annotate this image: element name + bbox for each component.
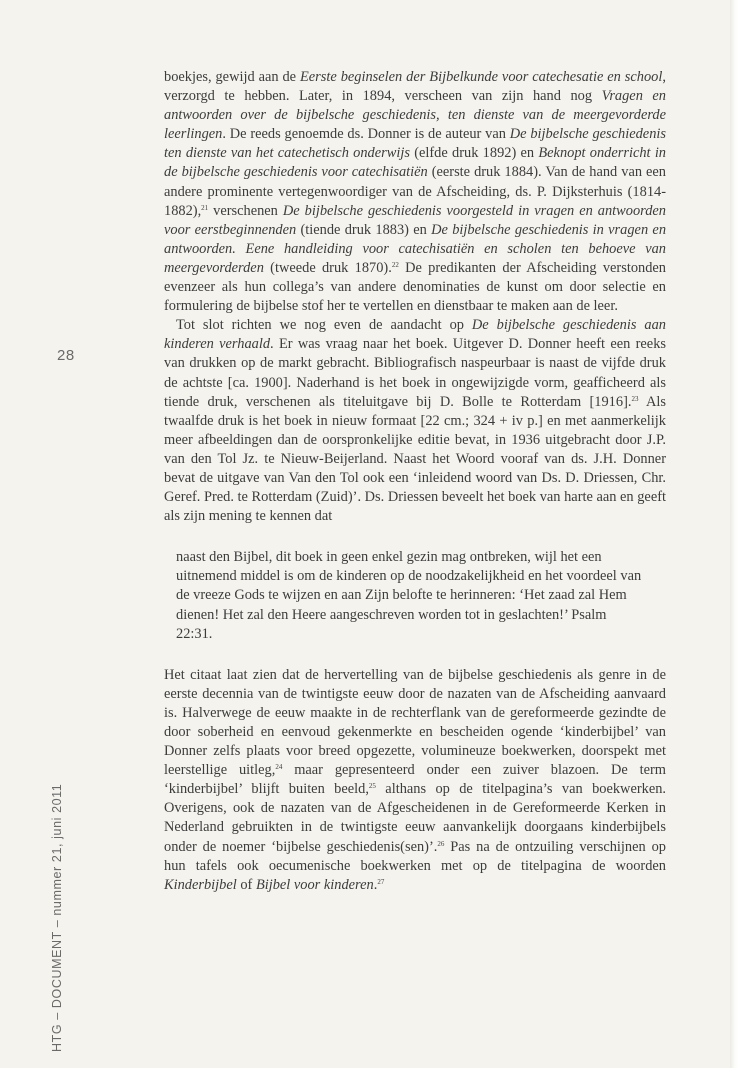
book-title: De bijbelsche geschiedenis voorgesteld in vragen en antwoorden voor eerstbeginnenden xyxy=(164,202,666,238)
book-title: Bijbel voor kinderen xyxy=(255,876,374,893)
book-title: Vragen en antwoorden over de bijbelsche geschiedenis, ten dienste van de meergevorderde leerlingen xyxy=(164,88,666,143)
book-title: Eerste beginselen der Bijbelkunde voor catechesatie en school xyxy=(300,69,663,85)
book-title: De bijbelsche geschiedenis aan kinderen verhaald xyxy=(164,317,666,353)
footnote-ref: 25 xyxy=(368,782,376,791)
body-text xyxy=(164,68,666,895)
book-title: Beknopt onderricht in de bijbelsche geschiedenis voor catechisatiën xyxy=(164,145,667,181)
page-edge-shadow xyxy=(730,0,738,1068)
footnote-ref: 22 xyxy=(391,260,399,269)
block-quote: naast den Bijbel, dit boek in geen enkel gezin mag ontbreken, wijl het een uitnemend middel is om de kinderen op de noodzakelijkheid en het voordeel van de vreeze Gods te wijzen en aan Zijn belofte te herinneren: ‘Het zaad zal Hem dienen! Het zal den Heere aangeschreven worden tot in geslachten!’ Psalm 22:31. xyxy=(176,549,642,642)
footnote-ref: 21 xyxy=(201,203,209,212)
footnote-ref: 23 xyxy=(631,394,639,403)
book-title: De bijbelsche geschiedenis in vragen en antwoorden. Eene handleiding voor catechisatiën en scholen ten behoeve van meergevorderden xyxy=(164,221,667,276)
book-title: Kinderbijbel xyxy=(164,876,237,893)
paragraph-3: Het citaat laat zien dat de hervertelling van de bijbelse geschiedenis als genre in de eerste decennia van de twintigste eeuw door de nazaten van de Afscheiding aanvaard is. Halverwege de eeuw maakte in de rechterflank van de gereformeerde gezindte de door soberheid en eenvoud gekenmerkte en bescheiden ogende ‘kinderbijbel’ van Donner zelfs plaats voor breed opgezette, volumineuze boekwerken, doorspekt met leerstellige uitleg,$^{24}$ maar gepresenteerd onder een zuiver blazoen. De term ‘kinderbijbel’ blijft buiten beeld,$^{25}$ althans op de titelpagina’s van boekwerken. Overigens, ook de nazaten van de Afgescheidenen in de Gereformeerde Kerken in Nederland gebruikten in de twintigste eeuw aanvankelijk doorgaans kinderbijbels onder de noemer ‘bijbelse geschiedenis(sen)’.$^{26}$ Pas na de ontzuiling verschijnen op hun tafels ook oecumenische boekwerken met op de titelpagina de woorden Kinderbijbel of Bijbel voor kinderen.$^{27}$ xyxy=(164,666,666,893)
footnote-ref: 24 xyxy=(275,763,283,772)
paragraph-2: Tot slot richten we nog even de aandacht op De bijbelsche geschiedenis aan kinderen verhaald. Er was vraag naar het boek. Uitgever D. Donner heeft een reeks van drukken op de markt gebracht. Bibliografisch naspeurbaar is naast de vijfde druk de achtste [ca. 1900]. Naderhand is het boek in ongewijzigde vorm, geafficheerd als tiende druk, verschenen als titeluitgave bij D. Bolle te Rotterdam [1916].$^{23}$ Als twaalfde druk is het boek in nieuw formaat [22 cm.; 324 + iv p.] en met aanmerkelijk meer afbeeldingen dan de oorspronkelijke editie bevat, in 1936 uitgebracht door J.P. van den Tol Jz. te Nieuw-Beijerland. Naast het Woord vooraf van ds. J.H. Donner bevat de uitgave van Van den Tol ook een ‘inleidend woord van Ds. D. Driessen, Chr. Geref. Pred. te Rotterdam (Zuid)’. Ds. Driessen beveelt het boek van harte aan en geeft als zijn mening te kennen dat xyxy=(164,317,667,525)
footnote-ref: 27 xyxy=(377,877,385,886)
paragraph-1: boekjes, gewijd aan de Eerste beginselen der Bijbelkunde voor catechesatie en school, verzorgd te hebben. Later, in 1894, verscheen van zijn hand nog Vragen en antwoorden over de bijbelsche geschiedenis, ten dienste van de meergevorderde leerlingen. De reeds genoemde ds. Donner is de auteur van De bijbelsche geschiedenis ten dienste van het catechetisch onderwijs (elfde druk 1892) en Beknopt onderricht in de bijbelsche geschiedenis voor catechisatiën (eerste druk 1884). Van de hand van een andere prominente vertegenwoordiger van de Afscheiding, ds. P. Dijksterhuis (1814-1882),$^{21}$ verschenen De bijbelsche geschiedenis voorgesteld in vragen en antwoorden voor eerstbeginnenden (tiende druk 1883) en De bijbelsche geschiedenis in vragen en antwoorden. Eene handleiding voor catechisatiën en scholen ten behoeve van meergevorderden (tweede druk 1870).$^{22}$ De predikanten der Afscheiding verstonden evenzeer als hun collega’s van andere denominaties de kunst om door selectie en formulering de bijbelse stof her te vertellen en dienstbaar te maken aan de leer. xyxy=(164,69,667,315)
footnote-ref: 26 xyxy=(437,839,445,848)
running-head: HTG – DOCUMENT – nummer 21, juni 2011 xyxy=(50,783,64,1052)
book-title: De bijbelsche geschiedenis ten dienste van het catechetisch onderwijs xyxy=(164,126,666,162)
page-number: 28 xyxy=(57,347,75,364)
